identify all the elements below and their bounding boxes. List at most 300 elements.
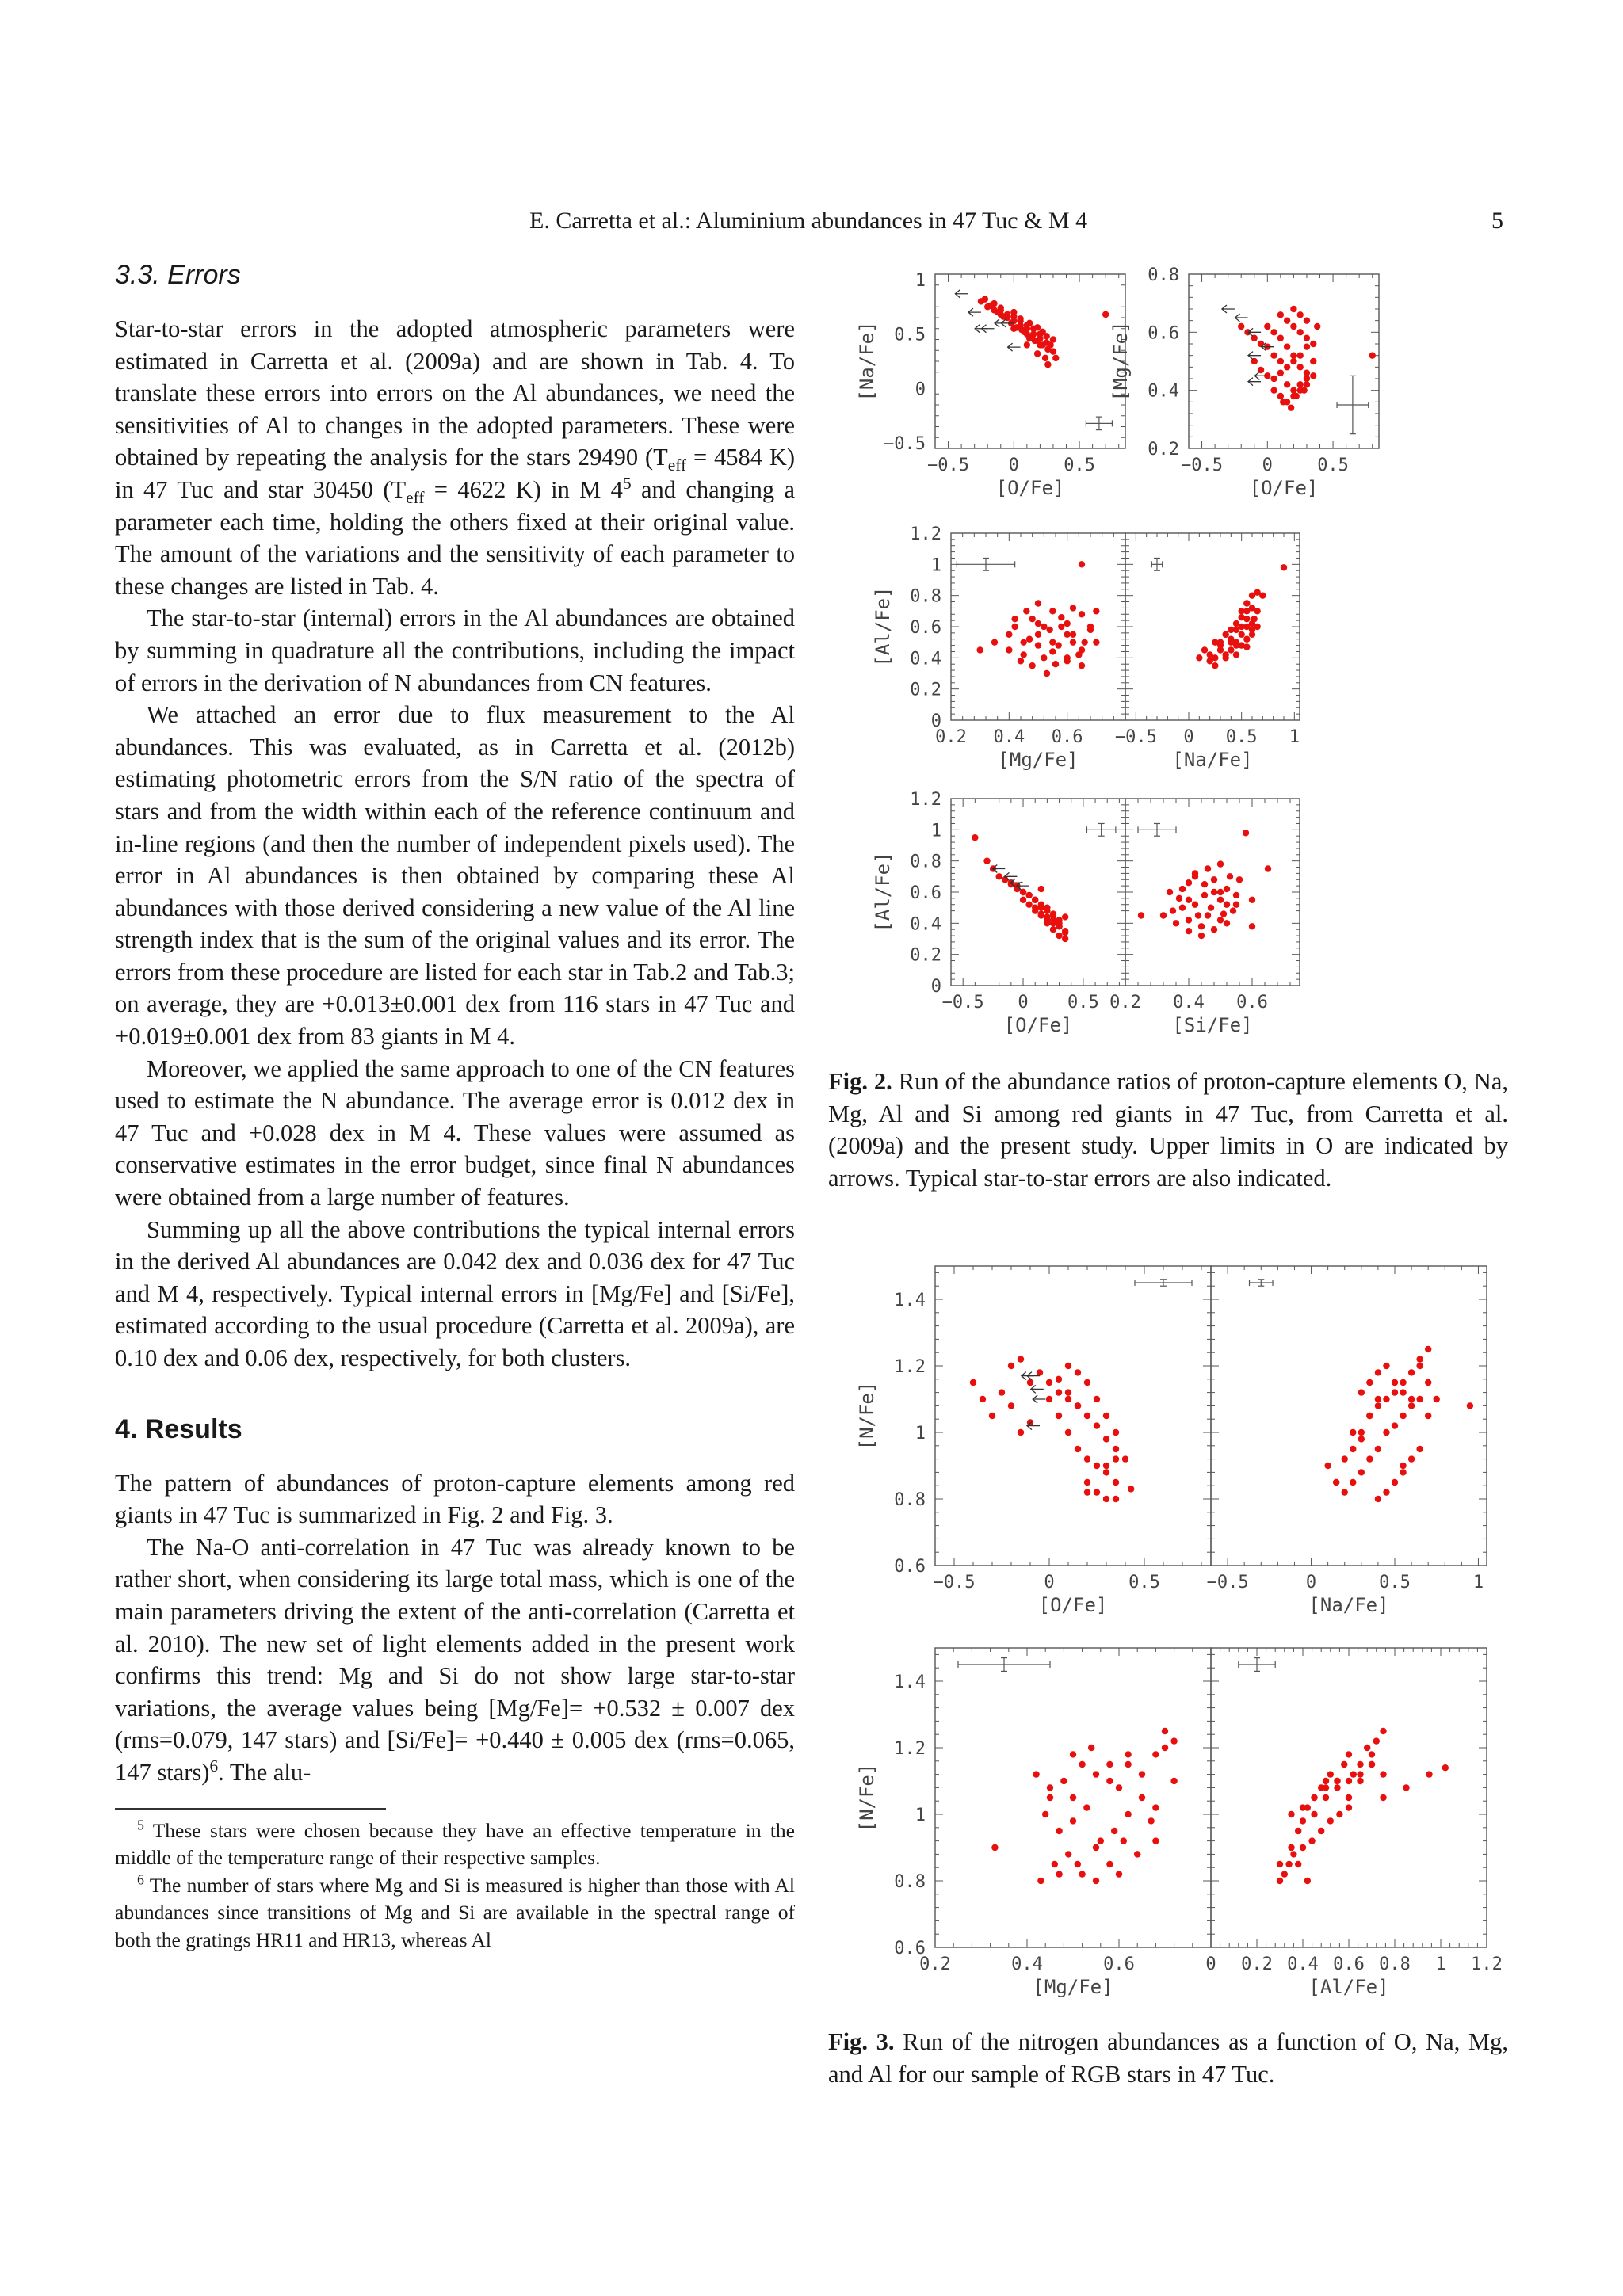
- fig2-alNa-point: [1238, 614, 1244, 620]
- fig2-alSi-point: [1265, 865, 1271, 871]
- fig3-nAl-point: [1323, 1784, 1329, 1791]
- fig3-nNa-point: [1350, 1446, 1356, 1452]
- fig2-naO-point: [991, 300, 997, 307]
- fig3-nMg-point: [1148, 1817, 1154, 1824]
- fig2-naO-point: [1044, 361, 1051, 368]
- fig2-naO-point: [1042, 355, 1048, 361]
- fig3-nAl-point: [1350, 1771, 1357, 1777]
- fig2-naO-errorbar: [1086, 417, 1112, 430]
- fig3-nAl-point: [1300, 1817, 1306, 1824]
- fig2-alMg-point: [1006, 631, 1012, 638]
- fig3-nMg-point: [1065, 1851, 1071, 1857]
- fig2-alMg-point: [1075, 651, 1082, 658]
- fig3-nAl-point: [1311, 1811, 1317, 1817]
- fig3-nNa-point: [1467, 1402, 1473, 1409]
- fig2-alO-point: [1062, 913, 1068, 920]
- fig3-nMg-xtick-label: 0.2: [919, 1955, 951, 1974]
- fig2-naO-ytick-label: 0.5: [894, 325, 926, 345]
- results-paragraph-1: The pattern of abundances of proton-capture elements among red giants in 47 Tuc is summarized in Fig. 2 and Fig. 3.: [115, 1469, 795, 1529]
- fig2-alSi-point: [1201, 881, 1208, 887]
- fig2-alMg-point: [1020, 651, 1026, 658]
- fig2-alSi-xtick-label: 0.2: [1109, 993, 1141, 1013]
- fig2-alSi-point: [1173, 920, 1179, 926]
- fig3-nNa-panel: [1207, 1266, 1487, 1616]
- fig3-nAl-xtick-label: 0.8: [1379, 1955, 1411, 1974]
- fig2-mgO-point: [1277, 311, 1284, 318]
- fig3-nNa-point: [1358, 1436, 1365, 1442]
- fig3-nMg-point: [1111, 1828, 1117, 1834]
- fig3-nMg-panel: [856, 1648, 1211, 1998]
- fig2-alO-point: [1062, 929, 1068, 936]
- fig3-nAl-xtick-label: 0.2: [1241, 1955, 1273, 1974]
- fig2-alSi-xtick-label: 0.4: [1173, 993, 1205, 1013]
- fig2-mgO-xtick-label: 0: [1262, 456, 1273, 475]
- fig2-mgO-point: [1296, 381, 1303, 387]
- fig2-alSi-point: [1205, 865, 1211, 871]
- fig3-nNa-point: [1383, 1363, 1389, 1369]
- fig2-alO-point: [1038, 912, 1044, 918]
- fig3-nO-ylabel: [N/Fe]: [856, 1381, 878, 1451]
- fig2-alMg-point: [1011, 624, 1018, 630]
- fig2-alSi-point: [1224, 920, 1230, 926]
- fig3-nMg-point: [1139, 1771, 1145, 1777]
- fig3-nNa-xtick-label: 0.5: [1379, 1573, 1411, 1592]
- fig2-alMg-xlabel: [Mg/Fe]: [998, 749, 1079, 771]
- fig2-naO-xlabel: [O/Fe]: [995, 477, 1065, 499]
- fig2-alNa-panel: [1115, 533, 1300, 771]
- fig3-nNa-point: [1350, 1479, 1356, 1486]
- fig2-alNa-xtick-label: 0.5: [1225, 727, 1258, 747]
- fig2-alSi-point: [1249, 897, 1255, 903]
- fig3-nNa-xtick-label: −0.5: [1206, 1573, 1249, 1592]
- fig2-alMg-point: [1018, 658, 1024, 664]
- fig2-naO-ytick-label: 1: [915, 270, 926, 291]
- fig3-nMg-point: [1162, 1745, 1168, 1751]
- fig2-alMg-xtick-label: 0.6: [1051, 727, 1083, 747]
- fig2-alMg-point: [1049, 639, 1056, 645]
- fig2-alNa-point: [1238, 608, 1244, 614]
- fig2-naO-point: [998, 304, 1004, 311]
- fig3-nNa-point: [1375, 1496, 1381, 1502]
- footnote-6: $^6$ The number of stars where Mg and Si is measured is higher than those with Al abundances since transitions of Mg and Si are available in the spectral range of both the gratings HR11 and HR13, whereas Al: [115, 1871, 795, 1951]
- fig3-nNa-point: [1366, 1455, 1373, 1462]
- fig2-alMg-point: [1070, 639, 1076, 645]
- fig2-alSi-point: [1195, 912, 1201, 918]
- fig2-mgO-ytick-label: 0.4: [1148, 381, 1179, 402]
- fig2-alNa-point: [1201, 646, 1208, 653]
- fig2-mgO-point: [1296, 329, 1303, 335]
- page-number: 5: [1491, 208, 1503, 234]
- fig3-nAl-point: [1334, 1784, 1340, 1791]
- fig2-alNa-xlabel: [Na/Fe]: [1172, 749, 1253, 771]
- fig2-alSi-point: [1179, 886, 1186, 892]
- fig3-nNa-xtick-label: 0: [1305, 1573, 1317, 1592]
- fig3-nMg-xlabel: [Mg/Fe]: [1033, 1976, 1113, 1998]
- fig2-alMg-point: [1093, 608, 1099, 614]
- fig3-nNa-point: [1375, 1396, 1381, 1402]
- fig2-naO-point: [1034, 324, 1041, 330]
- fig3-nO-point: [1103, 1436, 1109, 1442]
- fig3-nO-point: [970, 1379, 976, 1386]
- fig2-alMg-point: [1044, 670, 1050, 677]
- fig2-alO-point: [1044, 904, 1050, 910]
- fig2-alMg-point: [1058, 614, 1064, 620]
- fig2-alNa-point: [1243, 600, 1250, 606]
- fig3-nO-point: [1113, 1479, 1119, 1486]
- fig2-alO-point: [1050, 926, 1056, 933]
- fig3-nMg-point: [1098, 1837, 1104, 1844]
- fig2-alMg-xtick-label: 0.2: [935, 727, 967, 747]
- fig2-alO-xtick-label: 0: [1018, 993, 1029, 1013]
- fig2-mgO-point: [1300, 387, 1307, 393]
- fig2-alMg-point: [1041, 654, 1047, 661]
- fig2-mgO-xtick-label: −0.5: [1181, 456, 1224, 475]
- fig3-nAl-point: [1327, 1817, 1334, 1824]
- fig3-nMg-point: [1033, 1771, 1039, 1777]
- fig2-alSi-point: [1211, 876, 1217, 883]
- fig2-alNa-point: [1217, 639, 1224, 645]
- fig3-nMg-point: [1152, 1837, 1159, 1844]
- fig3-nAl-point: [1323, 1778, 1329, 1784]
- fig2-alMg-point: [1064, 620, 1070, 627]
- fig2-alO-xlabel: [O/Fe]: [1003, 1014, 1073, 1036]
- fig2-mgO-point: [1310, 358, 1316, 364]
- running-title: E. Carretta et al.: Aluminium abundances in 47 Tuc & M 4: [529, 208, 1088, 234]
- fig3-nMg-errorbar: [958, 1658, 1050, 1672]
- fig3-nNa-point: [1400, 1379, 1406, 1386]
- fig2-alO-point: [1050, 920, 1056, 926]
- fig2-alNa-point: [1228, 627, 1234, 633]
- fig2-alMg-point: [1029, 616, 1035, 622]
- fig2-mgO-point: [1290, 323, 1296, 330]
- errors-paragraph-5: Summing up all the above contributions the typical internal errors in the derived Al abundances are 0.042 dex and 0.036 dex for 47 Tuc and M 4, respectively. Typical internal errors in [Mg/Fe] and [Si/Fe], estimated according to the usual procedure (Carretta et al. 2009a), are 0.10 dex and 0.06 dex, respectively, for both clusters.: [115, 1215, 795, 1371]
- fig2-alMg-ytick-label: 1.2: [910, 524, 941, 544]
- fig3-nAl-point: [1357, 1771, 1363, 1777]
- fig2-naO-point: [1004, 311, 1010, 318]
- fig2-alNa-point: [1243, 636, 1250, 643]
- fig2-alO-point: [1038, 902, 1044, 908]
- errors-paragraph-2: The star-to-star (internal) errors in the Al abundances are obtained by summing in quadrature all the contributions, including the impact of errors in the derivation of N abundances from CN features.: [115, 605, 795, 696]
- fig2-alMg-point: [1023, 608, 1029, 614]
- fig2-alSi-point: [1217, 860, 1224, 867]
- footnote-5: $^5$ These stars were chosen because they have an effective temperature in the middle of the temperature range of their respective samples.: [115, 1817, 795, 1870]
- fig2-alO-point: [1056, 933, 1062, 939]
- fig2-alSi-point: [1249, 923, 1255, 929]
- fig3-nO-ytick-label: 1.4: [894, 1291, 926, 1310]
- fig2-alSi-errorbar: [1138, 823, 1176, 836]
- fig3-nAl-point: [1426, 1771, 1432, 1777]
- fig2-alNa-point: [1233, 620, 1239, 627]
- fig3-nAl-point: [1308, 1837, 1315, 1844]
- fig3-nO-xlabel: [O/Fe]: [1038, 1594, 1108, 1616]
- figure-2-caption: [828, 1066, 1508, 1194]
- fig3-nMg-point: [1162, 1728, 1168, 1734]
- fig2-alMg-point: [1049, 648, 1056, 654]
- fig3-nAl-xtick-label: 0: [1205, 1955, 1216, 1974]
- fig2-mgO-ylabel: [Mg/Fe]: [1109, 321, 1132, 402]
- fig3-nAl-xtick-label: 0.6: [1333, 1955, 1365, 1974]
- fig3-nO-point: [1113, 1455, 1119, 1462]
- fig2-alSi-point: [1224, 886, 1230, 892]
- fig2-alMg-point: [1064, 631, 1070, 638]
- fig3-nAl-point: [1311, 1794, 1317, 1801]
- fig2-alO-ytick-label: 0.2: [910, 945, 941, 966]
- fig3-nAl-xlabel: [Al/Fe]: [1308, 1976, 1389, 1998]
- fig3-nO-point: [1008, 1402, 1014, 1409]
- fig3-nO-point: [1027, 1379, 1033, 1386]
- fig2-alNa-point: [1228, 646, 1234, 653]
- figure-2-caption-text: Run of the abundance ratios of proton-capture elements O, Na, Mg, Al and Si among red giants in 47 Tuc, from Carretta et al. (2009a) and the present study. Upper limits in O are indicated by arrows. Typical star-to-star errors are also indicated.: [828, 1068, 1508, 1192]
- fig3-nAl-point: [1364, 1745, 1370, 1751]
- fig3-nNa-xtick-label: 1: [1472, 1573, 1484, 1592]
- fig3-nNa-point: [1434, 1396, 1440, 1402]
- fig3-nAl-point: [1323, 1794, 1329, 1801]
- fig3-nMg-point: [1070, 1794, 1076, 1801]
- fig3-nAl-point: [1327, 1771, 1334, 1777]
- fig2-alO-ytick-label: 1: [930, 821, 941, 841]
- fig2-alNa-point: [1233, 651, 1239, 658]
- fig3-nNa-point: [1408, 1396, 1415, 1402]
- fig2-alSi-point: [1170, 907, 1176, 913]
- fig3-nAl-point: [1373, 1737, 1380, 1744]
- fig2-alNa-point: [1281, 564, 1287, 570]
- fig3-nMg-point: [1056, 1871, 1062, 1877]
- fig2-alO-point: [983, 857, 990, 864]
- fig2-alSi-point: [1233, 892, 1239, 898]
- fig2-mgO-point: [1284, 343, 1290, 349]
- fig2-mgO-point: [1270, 352, 1277, 358]
- fig3-nO-point: [1094, 1489, 1100, 1495]
- fig2-alNa-point: [1243, 643, 1250, 650]
- fig3-nO-ytick-label: 0.8: [894, 1490, 926, 1510]
- fig2-mgO-point: [1277, 393, 1284, 399]
- fig3-nAl-point: [1300, 1804, 1306, 1810]
- fig3-nO-point: [1008, 1363, 1014, 1369]
- fig3-nMg-point: [1106, 1778, 1113, 1784]
- fig3-nO-point: [1056, 1389, 1062, 1395]
- fig3-nNa-point: [1383, 1489, 1389, 1495]
- fig2-naO-point: [1047, 341, 1053, 348]
- fig2-alSi-point: [1176, 895, 1182, 902]
- fig3-nMg-point: [1125, 1811, 1131, 1817]
- fig3-nO-point: [1103, 1469, 1109, 1475]
- fig2-naO-point: [1032, 338, 1038, 344]
- fig3-nO-point: [1103, 1413, 1109, 1419]
- fig2-alMg-point: [1049, 608, 1056, 614]
- fig3-nO-point: [1075, 1402, 1081, 1409]
- fig3-nNa-errorbar: [1250, 1280, 1274, 1286]
- fig2-alMg-point: [991, 639, 998, 645]
- fig2-alNa-point: [1212, 662, 1218, 669]
- errors-paragraph-1: Star-to-star errors in the adopted atmospheric parameters were estimated in Carretta et al. (2009a) and are shown in Tab. 4. To translate these errors into errors on the Al abundances, we need the sensitivities of Al to changes in the adopted parameters. These were obtained by repeating the analysis for the stars 29490 ($T_{eff} = 4584$ K) in 47 Tuc and star 30450 ($T_{eff} = 4622$ K) in M $4^5$ and changing a parameter each time, holding the others fixed at their original value. The amount of the variations and the sensitivity of each parameter to these changes are listed in Tab. 4.: [115, 315, 795, 600]
- fig2-alO-point: [1032, 897, 1038, 903]
- fig2-alSi-point: [1233, 902, 1239, 908]
- fig3-nAl-point: [1380, 1771, 1386, 1777]
- fig3-nNa-point: [1366, 1413, 1373, 1419]
- fig2-alSi-point: [1220, 910, 1227, 917]
- fig3-nNa-frame: [1211, 1266, 1487, 1566]
- fig2-naO-point: [1050, 348, 1056, 354]
- fig3-nMg-point: [1134, 1851, 1140, 1857]
- section-title-results: 4. Results: [115, 1413, 242, 1444]
- fig2-alMg-point: [1079, 611, 1085, 617]
- fig3-nNa-point: [1408, 1455, 1415, 1462]
- fig3-nO-xtick-label: 0: [1044, 1573, 1055, 1592]
- fig3-nNa-point: [1400, 1463, 1406, 1469]
- fig2-mgO-point: [1284, 364, 1290, 370]
- fig2-alSi-point: [1186, 879, 1192, 886]
- fig3-nO-point: [1113, 1496, 1119, 1502]
- fig3-nAl-point: [1318, 1828, 1324, 1834]
- fig3-nO-point: [1094, 1463, 1100, 1469]
- fig2-alMg-point: [1093, 639, 1099, 645]
- fig3-nNa-point: [1350, 1429, 1356, 1436]
- fig3-nO-ytick-label: 0.6: [894, 1557, 926, 1577]
- fig2-mgO-errorbar: [1337, 376, 1369, 433]
- fig2-mgO-ytick-label: 0.8: [1148, 265, 1179, 285]
- fig3-nMg-point: [1152, 1804, 1159, 1810]
- fig3-nMg-point: [1070, 1751, 1076, 1757]
- fig3-nAl-point: [1285, 1861, 1292, 1867]
- fig2-alNa-point: [1217, 646, 1224, 653]
- fig2-alNa-point: [1238, 631, 1244, 638]
- fig3-nAl-panel: [1205, 1648, 1503, 1998]
- fig3-nNa-point: [1375, 1369, 1381, 1375]
- fig3-nO-point: [1018, 1429, 1024, 1436]
- fig3-nNa-point: [1333, 1479, 1339, 1486]
- fig2-naO-point: [1026, 320, 1033, 326]
- fig3-nNa-point: [1358, 1469, 1365, 1475]
- fig3-nNa-point: [1375, 1446, 1381, 1452]
- fig3-nAl-point: [1346, 1778, 1352, 1784]
- fig2-mgO-point: [1270, 387, 1277, 393]
- fig3-nNa-point: [1392, 1389, 1398, 1395]
- fig2-mgO-point: [1264, 323, 1270, 330]
- fig2-mgO-point: [1304, 381, 1310, 387]
- figure-3: [824, 1244, 1503, 2004]
- fig3-nO-point: [1113, 1429, 1119, 1436]
- fig3-nO-point: [1065, 1363, 1071, 1369]
- fig3-nMg-point: [1116, 1784, 1122, 1791]
- fig3-nNa-point: [1400, 1389, 1406, 1395]
- fig2-naO-panel: [856, 271, 1125, 499]
- fig2-alO-point: [1056, 923, 1062, 929]
- fig2-alMg-ytick-label: 0: [930, 711, 941, 731]
- fig2-mgO-point: [1280, 399, 1286, 405]
- section-title-errors: 3.3. Errors: [115, 260, 241, 290]
- figure-3-caption: [828, 2026, 1508, 2090]
- fig2-alSi-xtick-label: 0.6: [1236, 993, 1268, 1013]
- fig2-alO-point: [995, 873, 1002, 879]
- fig3-nO-point: [1037, 1369, 1043, 1375]
- fig2-alSi-point: [1167, 889, 1173, 895]
- fig3-nO-point: [1056, 1413, 1062, 1419]
- fig2-alO-frame: [951, 799, 1125, 986]
- fig2-alMg-xtick-label: 0.4: [993, 727, 1025, 747]
- fig2-alMg-ytick-label: 0.4: [910, 649, 941, 669]
- fig3-nMg-xtick-label: 0.4: [1011, 1955, 1043, 1974]
- fig2-mgO-point: [1304, 334, 1310, 341]
- fig3-nAl-point: [1336, 1811, 1342, 1817]
- fig3-nMg-point: [1079, 1871, 1085, 1877]
- fig2-naO-upper-limit-arrow: [975, 325, 987, 333]
- fig3-nO-point: [1094, 1422, 1100, 1428]
- fig3-nAl-errorbar: [1239, 1658, 1275, 1672]
- fig3-nO-point: [999, 1389, 1005, 1395]
- fig2-alSi-panel: [1109, 799, 1300, 1036]
- fig3-nO-upper-limit-arrow: [1033, 1395, 1045, 1403]
- fig2-mgO-ytick-label: 0.6: [1148, 323, 1179, 344]
- fig2-alNa-point: [1254, 624, 1260, 630]
- fig3-nO-point: [1122, 1455, 1128, 1462]
- fig2-mgO-point: [1277, 334, 1284, 341]
- fig2-alNa-point: [1259, 592, 1266, 598]
- fig2-alMg-errorbar: [957, 558, 1014, 570]
- fig2-mgO-point: [1277, 369, 1284, 376]
- fig2-alO-point: [1044, 920, 1050, 926]
- fig3-nNa-point: [1324, 1463, 1331, 1469]
- fig2-naO-ytick-label: 0: [915, 379, 926, 400]
- fig2-alMg-point: [1035, 642, 1041, 648]
- fig2-mgO-point: [1270, 376, 1277, 382]
- fig3-nMg-ytick-label: 1: [915, 1806, 926, 1825]
- fig2-mgO-point: [1304, 376, 1310, 382]
- fig2-naO-xtick-label: 0: [1008, 456, 1019, 475]
- fig2-alSi-point: [1198, 923, 1205, 929]
- fig2-mgO-ytick-label: 0.2: [1148, 440, 1179, 460]
- fig3-nNa-point: [1425, 1379, 1431, 1386]
- fig2-alMg-point: [1058, 624, 1064, 630]
- fig3-nO-point: [1094, 1396, 1100, 1402]
- fig2-mgO-point: [1290, 352, 1296, 358]
- fig2-alSi-point: [1179, 904, 1186, 910]
- fig2-alMg-ylabel: [Al/Fe]: [872, 586, 894, 667]
- fig3-nAl-point: [1300, 1844, 1306, 1851]
- fig3-nO-point: [1046, 1396, 1052, 1402]
- fig3-nAl-xtick-label: 0.4: [1287, 1955, 1319, 1974]
- fig3-nO-point: [1075, 1369, 1081, 1375]
- fig2-alMg-point: [1052, 661, 1059, 667]
- fig3-nNa-point: [1425, 1413, 1431, 1419]
- fig3-nAl-point: [1295, 1861, 1301, 1867]
- fig3-nMg-ylabel: [N/Fe]: [856, 1763, 878, 1833]
- fig2-alO-point: [1032, 907, 1038, 913]
- fig3-nO-point: [989, 1413, 995, 1419]
- fig3-nMg-point: [1170, 1737, 1177, 1744]
- fig2-alMg-point: [1011, 616, 1018, 622]
- fig2-mgO-point: [1304, 369, 1310, 376]
- fig3-nMg-point: [1083, 1804, 1090, 1810]
- fig3-nO-frame: [935, 1266, 1211, 1566]
- fig3-nMg-point: [1106, 1761, 1113, 1768]
- fig2-naO-point: [1010, 309, 1017, 315]
- fig3-nNa-point: [1408, 1369, 1415, 1375]
- fig3-nNa-point: [1416, 1396, 1423, 1402]
- fig2-alNa-xtick-label: 1: [1289, 727, 1300, 747]
- fig3-nMg-ytick-label: 1.2: [894, 1739, 926, 1759]
- fig3-nMg-point: [1088, 1745, 1094, 1751]
- fig2-alSi-point: [1201, 892, 1208, 898]
- fig3-nO-upper-limit-arrow: [1022, 1372, 1034, 1380]
- fig2-mgO-point: [1284, 381, 1290, 387]
- fig2-alSi-point: [1224, 902, 1230, 908]
- fig3-nAl-point: [1277, 1861, 1283, 1867]
- fig2-alO-point: [1025, 892, 1032, 898]
- fig3-nMg-point: [1093, 1844, 1099, 1851]
- fig2-mgO-point: [1288, 404, 1294, 410]
- fig3-nMg-ytick-label: 0.8: [894, 1872, 926, 1892]
- fig3-nNa-point: [1400, 1413, 1406, 1419]
